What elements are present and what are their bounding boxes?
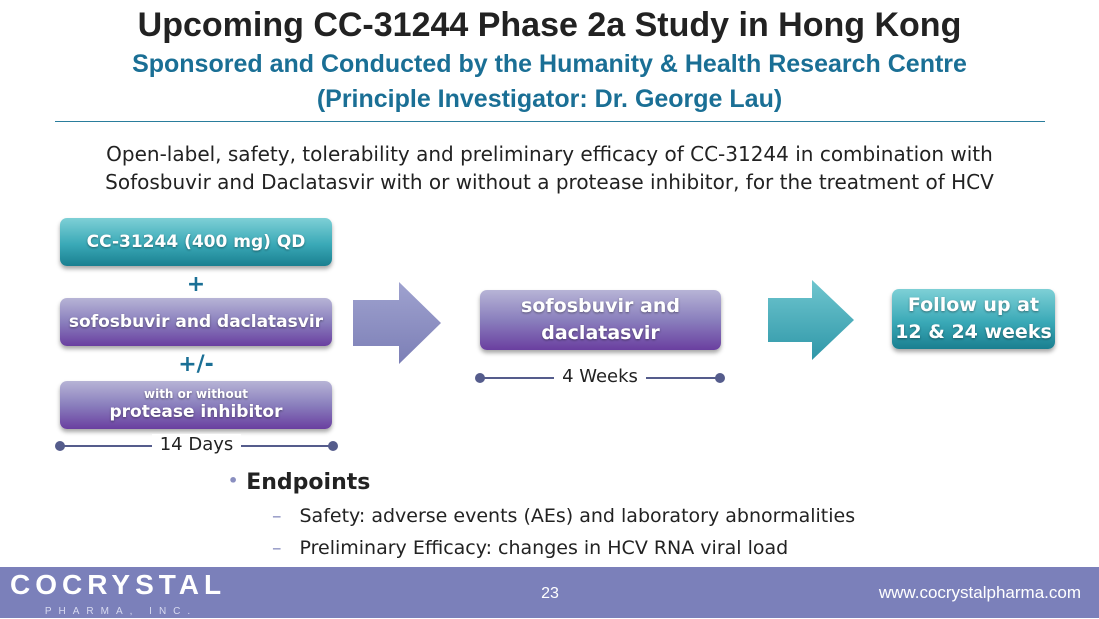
continuation-label-line2: daclatasvir (541, 322, 660, 344)
dash-icon: – (272, 505, 282, 527)
slide-subtitle-investigator: (Principle Investigator: Dr. George Lau) (316, 85, 783, 113)
study-description-line1: Open-label, safety, tolerability and preliminary efficacy of CC-31244 in combination with (106, 142, 993, 166)
slide-subtitle-sponsor: Sponsored and Conducted by the Humanity & Health Research Centre (132, 50, 967, 78)
endpoint-item (272, 537, 788, 559)
study-description-line2: Sofosbuvir and Daclatasvir with or without a protease inhibitor, for the treatment of HCV (105, 170, 994, 194)
continuation-label-line1: sofosbuvir and (521, 295, 680, 317)
protease-inhibitor-box (60, 381, 332, 429)
sofosbuvir-daclatasvir-label: sofosbuvir and daclatasvir (68, 312, 324, 332)
bullet-icon: • (228, 471, 239, 490)
follow-up-box (892, 289, 1055, 349)
timeline-14-days-label-wrap (60, 434, 333, 455)
endpoint-item (272, 505, 855, 527)
endpoint-safety: Safety: adverse events (AEs) and laboratory abnormalities (299, 505, 856, 527)
follow-up-line2: 12 & 24 weeks (895, 321, 1052, 343)
sofosbuvir-daclatasvir-box (60, 298, 332, 346)
title-divider (55, 121, 1045, 122)
arrow-right-icon-teal (768, 280, 854, 360)
plus-operator: + (186, 272, 206, 297)
sofosbuvir-daclatasvir-continuation-box (480, 290, 721, 350)
logo-wordmark: COCRYSTAL (10, 569, 227, 600)
company-logo (10, 569, 232, 600)
company-logo-subtitle-wrap (10, 601, 232, 619)
timeline-4-weeks-label-wrap (480, 366, 720, 387)
follow-up-line1: Follow up at (907, 294, 1040, 316)
website-link[interactable]: www.cocrystalpharma.com (878, 583, 1081, 602)
timeline-4-weeks-label: 4 Weeks (554, 366, 646, 387)
arrow-right-icon (353, 282, 441, 364)
endpoint-efficacy: Preliminary Efficacy: changes in HCV RNA viral load (299, 537, 789, 559)
logo-subtitle: PHARMA, INC. (44, 606, 198, 617)
cc31244-dose-label: CC-31244 (400 mg) QD (86, 232, 306, 252)
protease-inhibitor-qualifier: with or without (144, 387, 248, 401)
cc31244-dose-box (60, 218, 332, 266)
timeline-14-days-label: 14 Days (152, 434, 242, 455)
page-number: 23 (541, 585, 559, 602)
dash-icon: – (272, 537, 282, 559)
endpoints-heading: Endpoints (246, 470, 371, 495)
protease-inhibitor-label: protease inhibitor (109, 402, 283, 422)
slide-title: Upcoming CC-31244 Phase 2a Study in Hong Kong (137, 6, 962, 44)
endpoints-heading-row (228, 470, 370, 495)
plus-minus-operator: +/- (178, 352, 214, 377)
